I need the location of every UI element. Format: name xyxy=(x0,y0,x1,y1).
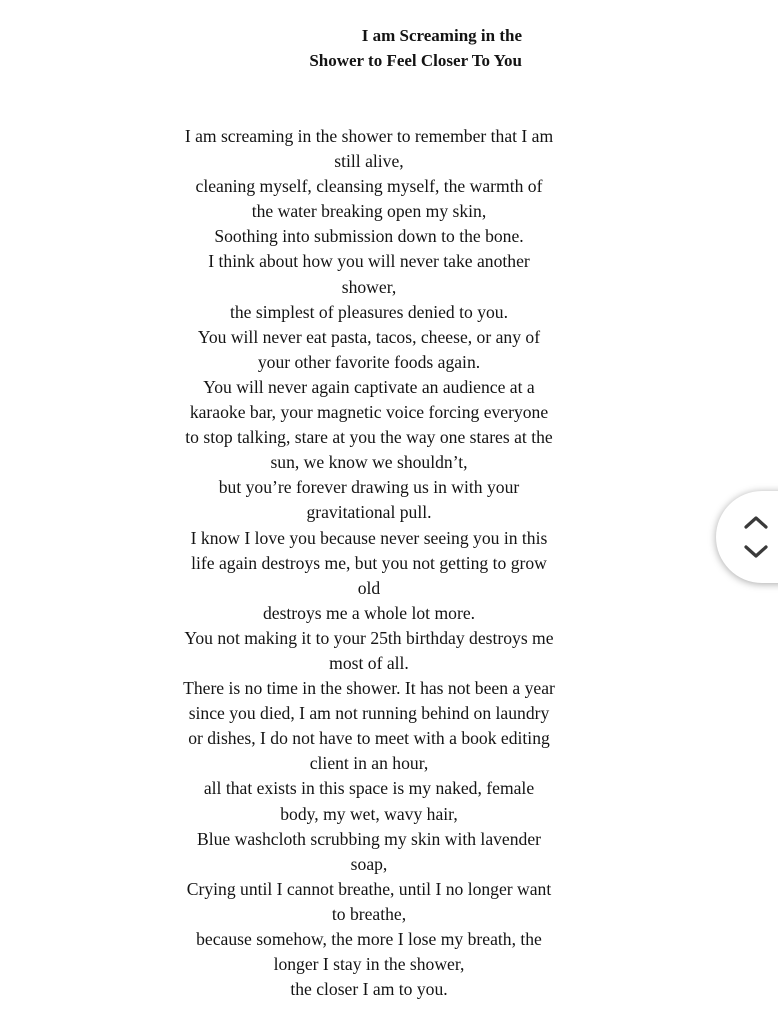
poem-line: shower, xyxy=(341,276,397,297)
poem-line: I know I love you because never seeing you in this xyxy=(190,527,548,548)
scroll-up-button[interactable] xyxy=(742,511,770,533)
scroll-down-button[interactable] xyxy=(742,541,770,563)
poem-line: sun, we know we shouldn’t, xyxy=(270,452,468,473)
poem-line: to breathe, xyxy=(331,903,407,924)
poem-line: I think about how you will never take another xyxy=(208,251,530,272)
poem-line: body, my wet, wavy hair, xyxy=(280,803,458,824)
poem-line: the simplest of pleasures denied to you. xyxy=(229,301,509,322)
title-line: I am Screaming in the xyxy=(361,26,522,45)
poem-line: still alive, xyxy=(334,151,404,172)
poem-line: client in an hour, xyxy=(309,753,429,774)
poem-line: most of all. xyxy=(329,652,409,673)
poem-body xyxy=(160,124,578,1002)
poem-line: old xyxy=(357,577,381,598)
poem-line: to stop talking, stare at you the way one stares at the xyxy=(185,427,553,448)
page-nav-widget xyxy=(716,491,778,583)
poem-line: I am screaming in the shower to remember that I am xyxy=(184,126,554,146)
poem-line: because somehow, the more I lose my breath, the xyxy=(196,929,542,949)
poem-line: the water breaking open my skin, xyxy=(251,201,487,222)
poem-line: Blue washcloth scrubbing my skin with lavender xyxy=(197,828,541,849)
poem-line: gravitational pull. xyxy=(306,502,432,523)
poem-line: Soothing into submission down to the bone. xyxy=(214,226,524,247)
poem-line: You will never again captivate an audience at a xyxy=(203,376,535,397)
poem-line: but you’re forever drawing us in with your xyxy=(218,477,520,498)
poem-line: karaoke bar, your magnetic voice forcing everyone xyxy=(189,402,549,423)
poem-title xyxy=(278,23,522,73)
poem-line: destroys me a whole lot more. xyxy=(262,602,476,623)
poem-line: all that exists in this space is my naked, female xyxy=(203,778,535,799)
poem-line: soap, xyxy=(350,853,388,874)
poem-line: There is no time in the shower. It has not been a year xyxy=(183,678,555,699)
poem-line: Crying until I cannot breathe, until I no longer want xyxy=(186,878,552,899)
poem-line: your other favorite foods again. xyxy=(257,351,481,372)
poem-line: since you died, I am not running behind on laundry xyxy=(188,703,550,724)
poem-line: You not making it to your 25th birthday destroys me xyxy=(184,627,554,648)
poem-line: the closer I am to you. xyxy=(290,979,448,1000)
title-line: Shower to Feel Closer To You xyxy=(309,51,522,70)
poem-line: life again destroys me, but you not getting to grow xyxy=(191,552,547,573)
chevron-up-icon xyxy=(742,511,770,533)
poem-line: You will never eat pasta, tacos, cheese, or any of xyxy=(197,326,541,347)
poem-line: longer I stay in the shower, xyxy=(273,954,465,975)
poem-line: cleaning myself, cleansing myself, the warmth of xyxy=(195,176,543,197)
poem-line: or dishes, I do not have to meet with a book editing xyxy=(188,728,550,749)
chevron-down-icon xyxy=(742,541,770,563)
